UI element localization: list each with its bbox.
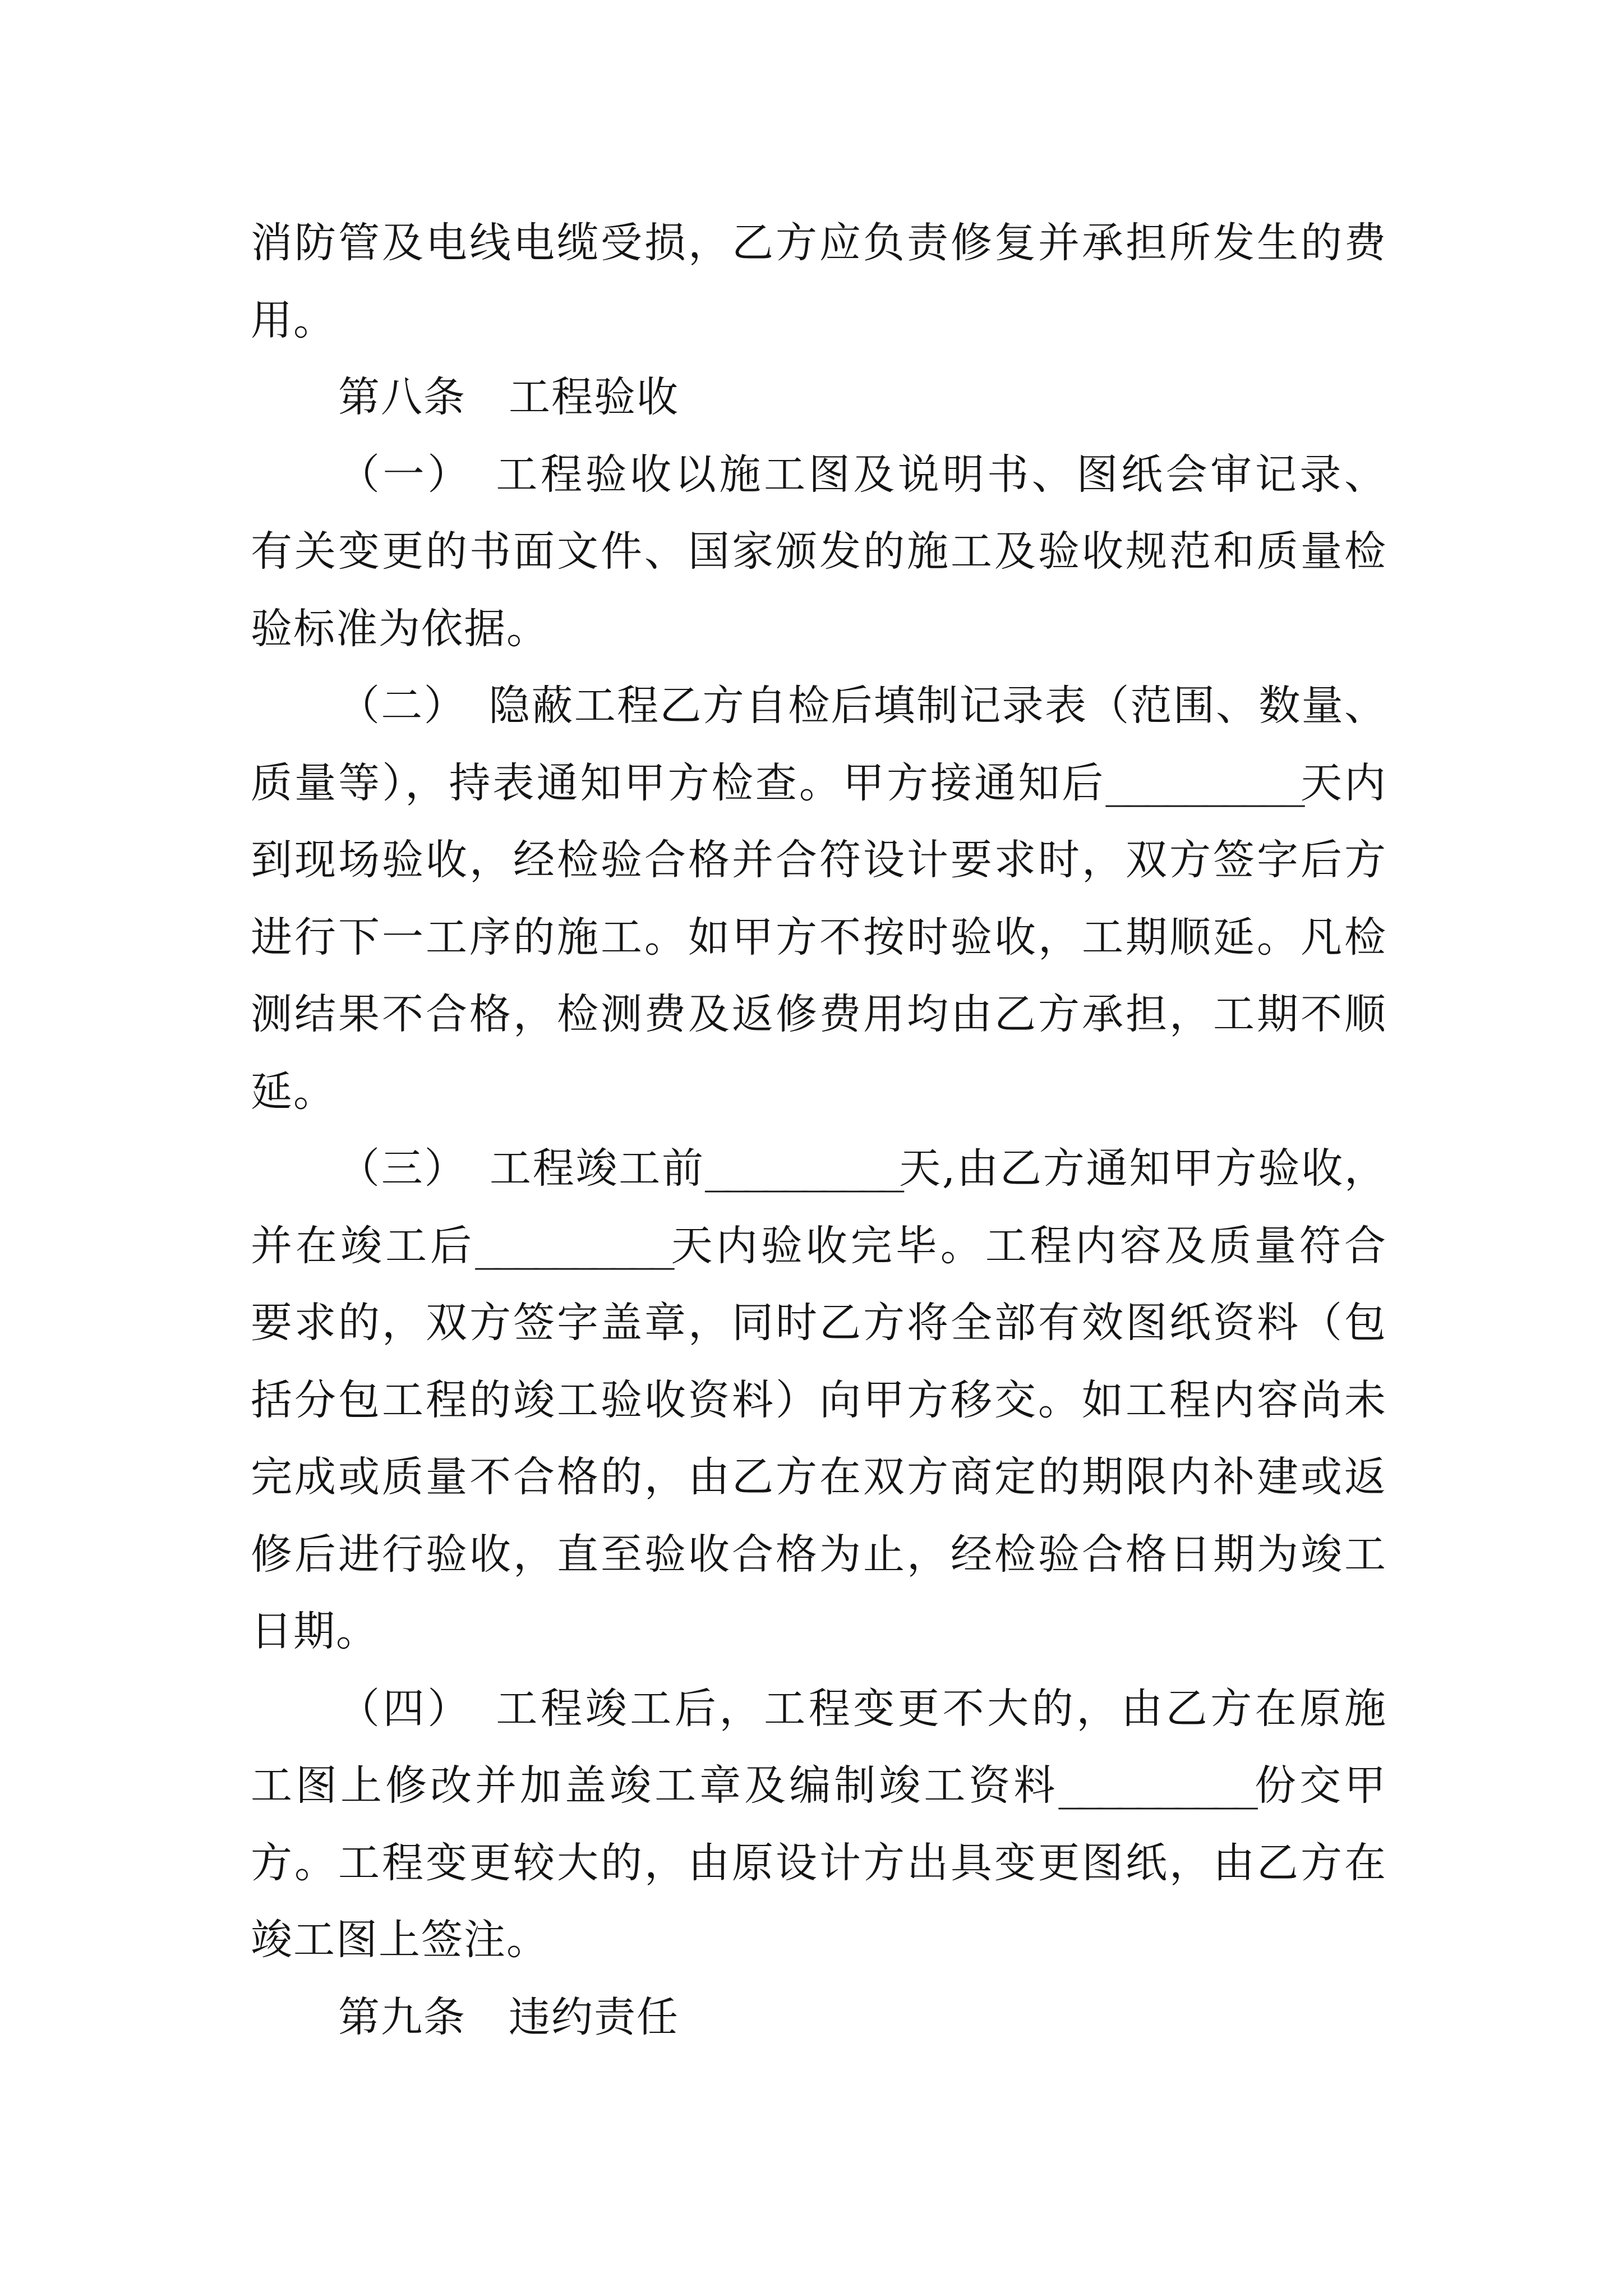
heading-text: 第八条 工程验收	[338, 373, 679, 421]
text-line: 测结果不合格，检测费及返修费用均由乙方承担，工期不顺	[251, 990, 1387, 1038]
text-line	[251, 1747, 1387, 1825]
text-line: 要求的，双方签字盖章，同时乙方将全部有效图纸资料（包	[251, 1299, 1387, 1347]
text-segment: 工图上修改并加盖竣工章及编制竣工资料	[251, 1761, 1059, 1810]
text-line: 修后进行验收，直至验收合格为止，经检验合格日期为竣工	[251, 1530, 1387, 1579]
fill-in-blank: __________	[704, 1144, 899, 1193]
fill-in-blank: __________	[1105, 758, 1299, 807]
clause-paragraph	[251, 1671, 1387, 1979]
text-line: 竣工图上签注。	[251, 1916, 549, 1964]
clause-paragraph	[251, 668, 1387, 1130]
text-line	[251, 745, 1387, 822]
text-line: （一） 工程验收以施工图及说明书、图纸会审记录、	[338, 450, 1387, 499]
document-body	[251, 205, 1387, 2056]
text-segment: 天内	[1299, 758, 1387, 807]
text-segment: 天内验收完毕。工程内容及质量符合	[668, 1221, 1387, 1270]
text-line: 消防管及电线电缆受损，乙方应负责修复并承担所发生的费	[251, 219, 1387, 267]
article-heading	[251, 1979, 1387, 2056]
text-line	[251, 1208, 1387, 1285]
text-line: 用。	[251, 296, 336, 344]
text-segment: （三） 工程竣工前	[338, 1144, 705, 1193]
text-line: （四） 工程竣工后，工程变更不大的，由乙方在原施	[338, 1684, 1387, 1733]
text-segment: 天,由乙方通知甲方验收，	[898, 1144, 1387, 1193]
text-line: 括分包工程的竣工验收资料）向甲方移交。如工程内容尚未	[251, 1375, 1387, 1424]
text-segment: 并在竣工后	[251, 1221, 476, 1270]
text-line: （二） 隐蔽工程乙方自检后填制记录表（范围、数量、	[338, 682, 1387, 730]
text-line: 到现场验收，经检验合格并合符设计要求时，双方签字后方	[251, 836, 1387, 884]
text-segment: 质量等），持表通知甲方检查。甲方接通知后	[251, 758, 1106, 807]
text-line: 完成或质量不合格的，由乙方在双方商定的期限内补建或返	[251, 1453, 1387, 1501]
text-line: 有关变更的书面文件、国家颁发的施工及验收规范和质量检	[251, 527, 1387, 576]
text-segment: 份交甲	[1252, 1761, 1387, 1810]
heading-text: 第九条 违约责任	[338, 1993, 679, 2041]
text-line: 进行下一工序的施工。如甲方不按时验收，工期顺延。凡检	[251, 913, 1387, 961]
text-line: 方。工程变更较大的，由原设计方出具变更图纸，由乙方在	[251, 1838, 1387, 1887]
clause-paragraph	[251, 436, 1387, 668]
text-line: 日期。	[251, 1607, 379, 1655]
fill-in-blank: __________	[1058, 1761, 1252, 1810]
text-line	[251, 1130, 1387, 1208]
fill-in-blank: __________	[475, 1221, 669, 1270]
paragraph	[251, 205, 1387, 359]
text-line: 延。	[251, 1067, 336, 1116]
text-line: 验标准为依据。	[251, 604, 549, 653]
clause-paragraph	[251, 1130, 1387, 1671]
article-heading	[251, 359, 1387, 436]
